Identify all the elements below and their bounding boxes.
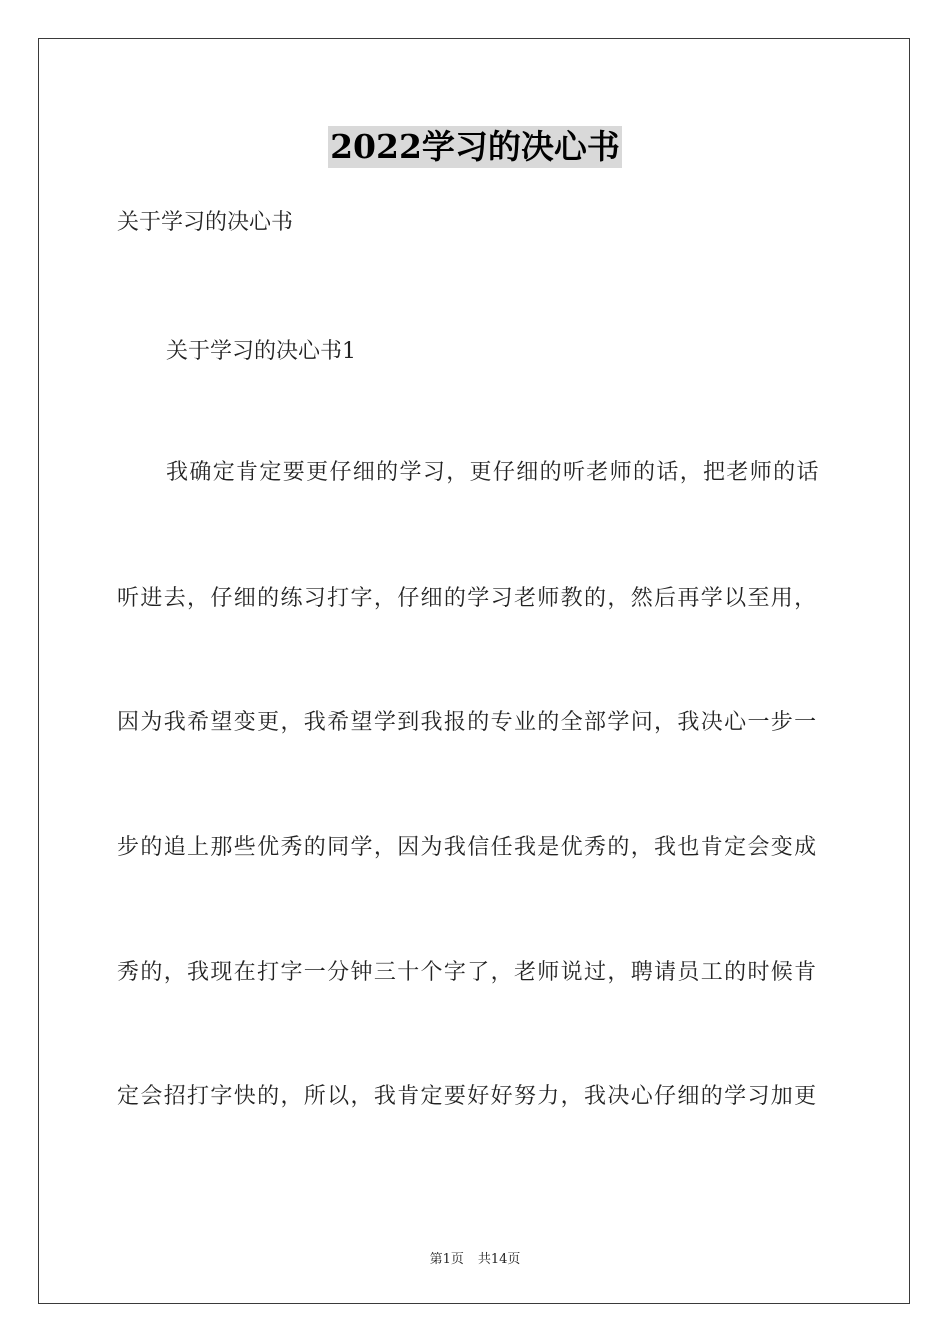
body-line: 步的追上那些优秀的同学，因为我信任我是优秀的，我也肯定会变成 <box>117 835 818 860</box>
body-line: 秀的，我现在打字一分钟三十个字了，老师说过，聘请员工的时候肯 <box>117 960 818 985</box>
document-title: 2022学习的决心书 <box>330 127 620 166</box>
body-line: 我确定肯定要更仔细的学习，更仔细的听老师的话，把老师的话 <box>166 460 820 485</box>
page-footer <box>0 1248 950 1267</box>
body-line: 听进去，仔细的练习打字，仔细的学习老师教的，然后再学以至用， <box>117 586 818 611</box>
document-subtitle: 关于学习的决心书 <box>117 210 294 235</box>
page-number: 第1页 <box>429 1252 464 1267</box>
body-line: 因为我希望变更，我希望学到我报的专业的全部学问，我决心一步一 <box>117 710 818 735</box>
body-line: 定会招打字快的，所以，我肯定要好好努力，我决心仔细的学习加更 <box>117 1084 818 1109</box>
title-container <box>0 126 950 168</box>
page-total: 共14页 <box>477 1252 521 1267</box>
section-heading: 关于学习的决心书1 <box>166 339 356 364</box>
